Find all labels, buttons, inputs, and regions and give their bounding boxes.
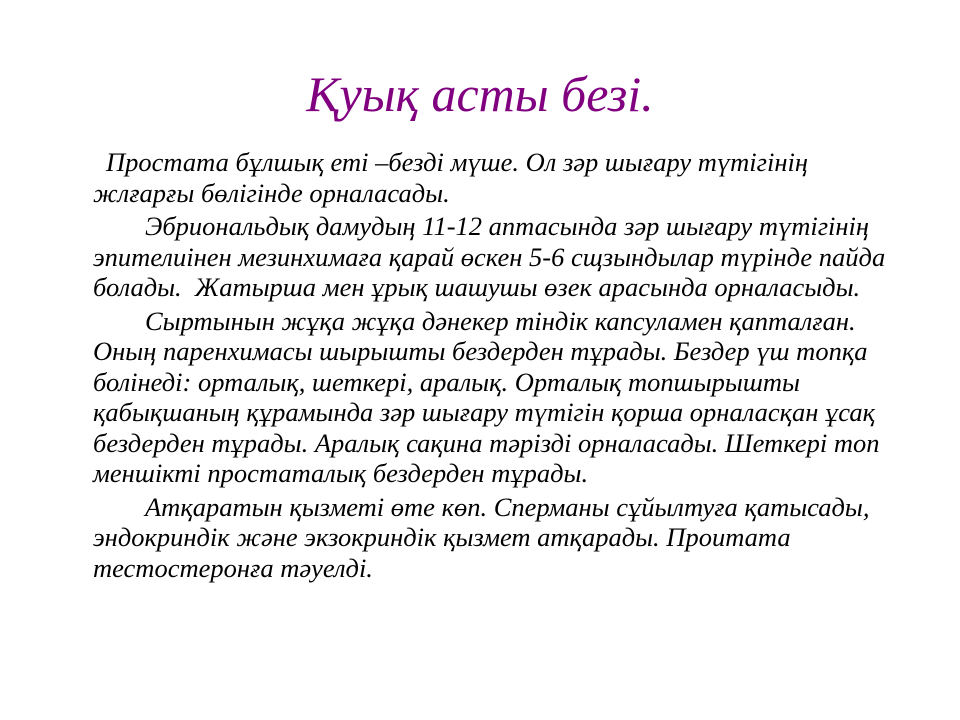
slide-title: Қуық асты безі. [306,66,654,122]
paragraph-4: Атқаратын қызметі өте көп. Сперманы сұйылтуға қатысады, эндокриндік және экзокриндік қызмет атқарады. Проитата тестостеронға тәуелді. [93,491,877,583]
paragraph-2: Эбриональдық дамудың 11-12 аптасында зәр шығару түтігінің эпителиінен мезинхимаға қарай өскен 5-6 сщзындылар түрінде пайда болады. Жатырша мен ұрық шашушы өзек арасында орналасыды. [93,211,892,302]
slide-body [93,147,913,586]
paragraph-1: Простата бұлшық еті –безді мүше. Ол зәр шығару түтігінің жлғарғы бөлігінде орналасады. [93,147,815,208]
paragraph-3: Сыртынын жұқа жұқа дәнекер тіндік капсуламен қапталған. Оның паренхимасы шырышты бездерден тұрады. Бездер үш топқа болінеді: орталық, шеткері, аралық. Орталық топшырышты қабықшаның құрамында зәр шығару түтігін қорша орналасқан ұсақ бездерден тұрады. Аралық сақина тәрізді орналасады. Шеткері топ меншікті простаталық бездерден тұрады. [93,305,887,488]
